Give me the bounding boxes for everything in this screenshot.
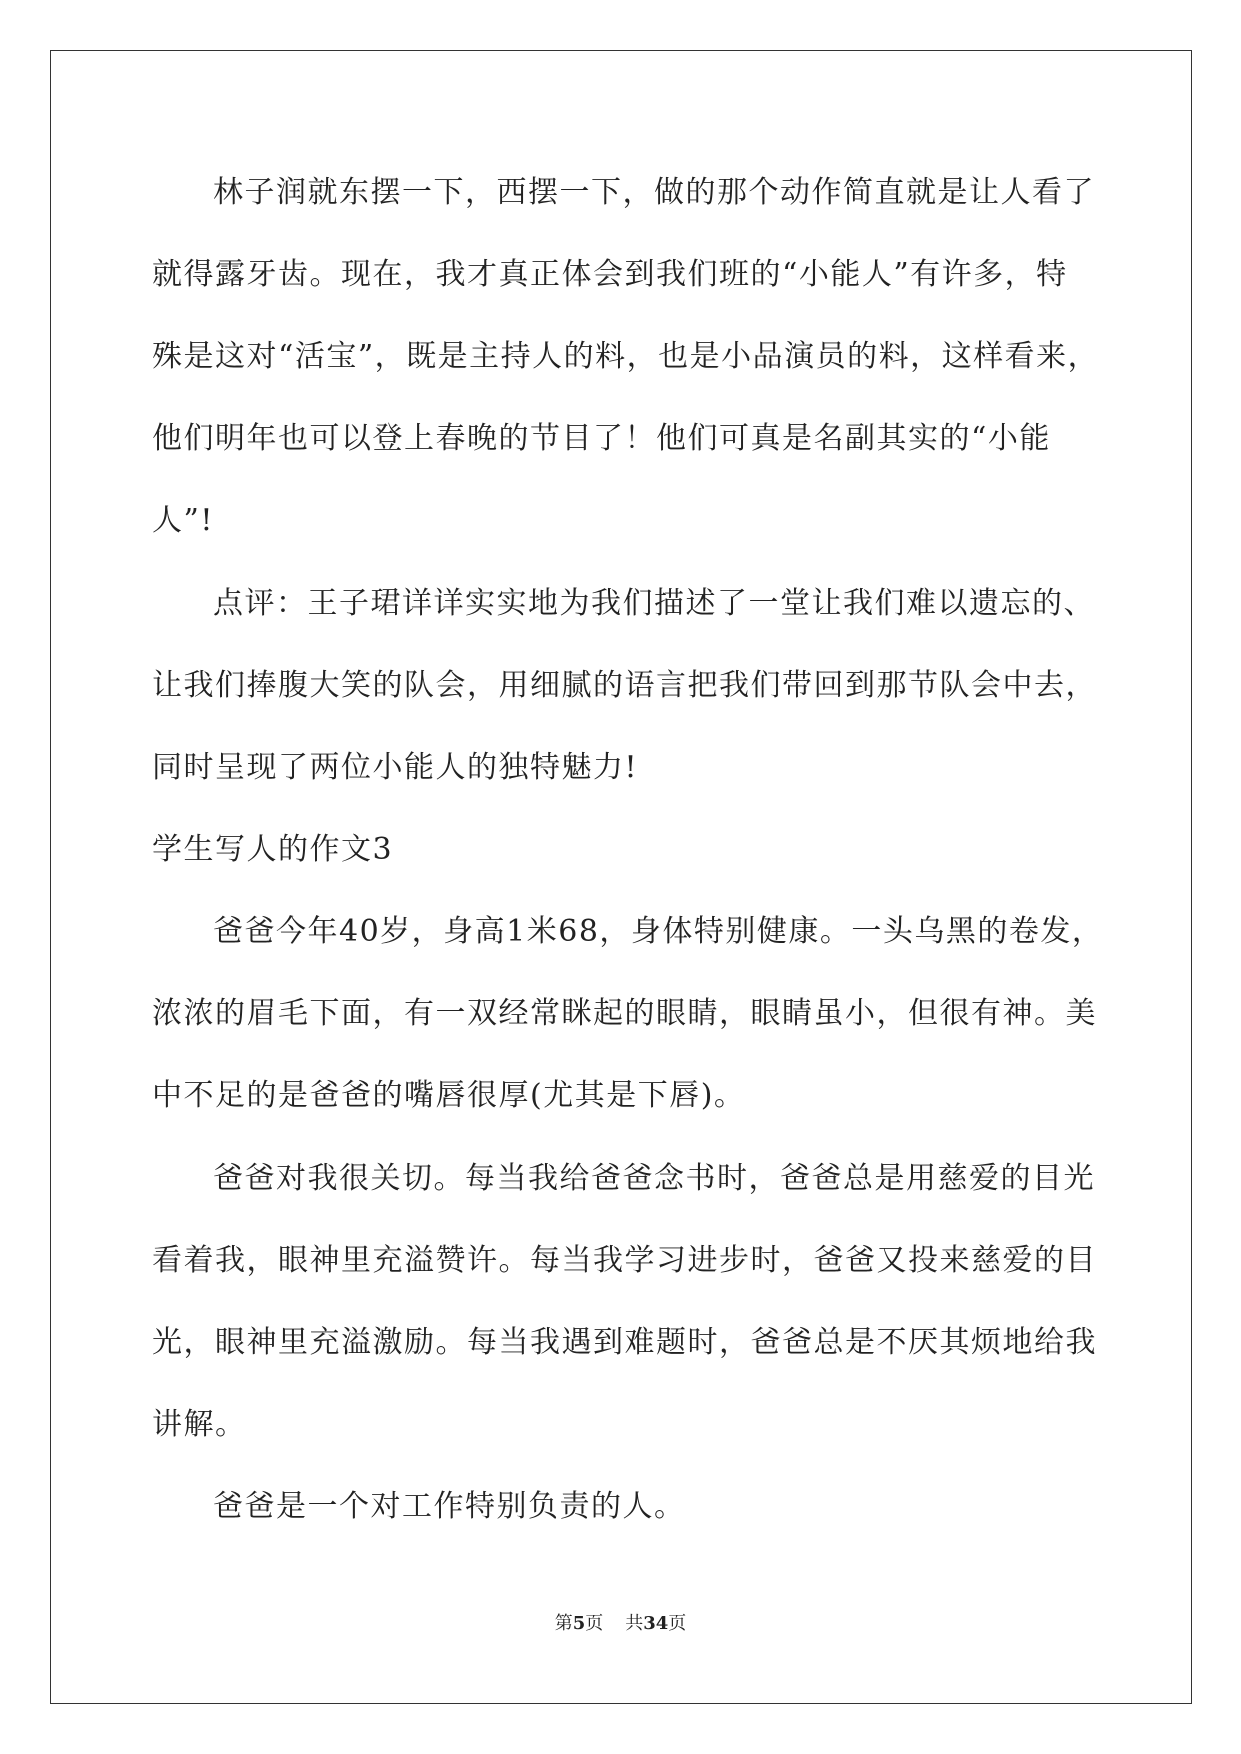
paragraph-line: 讲解。	[152, 1407, 247, 1442]
paragraph-line: 爸爸是一个对工作特别负责的人。	[213, 1489, 686, 1524]
paragraph-line: 殊是这对“活宝”，既是主持人的料，也是小品演员的料，这样看来，	[152, 339, 1100, 374]
page-footer	[0, 1612, 1241, 1636]
paragraph-line: 就得露牙齿。现在，我才真正体会到我们班的“小能人”有许多，特	[152, 257, 1068, 292]
paragraph-line: 光，眼神里充溢激励。每当我遇到难题时，爸爸总是不厌其烦地给我	[152, 1325, 1097, 1360]
paragraph-line: 浓浓的眉毛下面，有一双经常眯起的眼睛，眼睛虽小，但很有神。美	[152, 996, 1097, 1031]
paragraph-line: 爸爸对我很关切。每当我给爸爸念书时，爸爸总是用慈爱的目光	[213, 1161, 1095, 1196]
footer-total-prefix: 共	[625, 1613, 644, 1634]
page-border	[50, 50, 1192, 1704]
paragraph-line: 人”!	[152, 503, 214, 538]
comment-line: 让我们捧腹大笑的队会，用细腻的语言把我们带回到那节队会中去，	[152, 668, 1097, 703]
current-page-number: 5	[572, 1613, 586, 1634]
paragraph-line: 中不足的是爸爸的嘴唇很厚(尤其是下唇)。	[152, 1078, 746, 1113]
paragraph-line: 爸爸今年40岁，身高1米68，身体特别健康。一头乌黑的卷发，	[213, 914, 1104, 949]
total-page-number: 34	[643, 1613, 669, 1634]
section-heading: 学生写人的作文3	[152, 832, 394, 867]
footer-page-word: 页	[585, 1613, 604, 1634]
comment-line: 同时呈现了两位小能人的独特魅力!	[152, 750, 639, 785]
paragraph-line: 他们明年也可以登上春晚的节目了！他们可真是名副其实的“小能	[152, 421, 1051, 456]
paragraph-line: 林子润就东摆一下，西摆一下，做的那个动作简直就是让人看了	[213, 175, 1095, 210]
footer-total-suffix: 页	[668, 1613, 687, 1634]
paragraph-line: 看着我，眼神里充溢赞许。每当我学习进步时，爸爸又投来慈爱的目	[152, 1243, 1097, 1278]
footer-prefix: 第	[554, 1613, 573, 1634]
comment-line: 点评：王子珺详详实实地为我们描述了一堂让我们难以遗忘的、	[213, 586, 1095, 621]
